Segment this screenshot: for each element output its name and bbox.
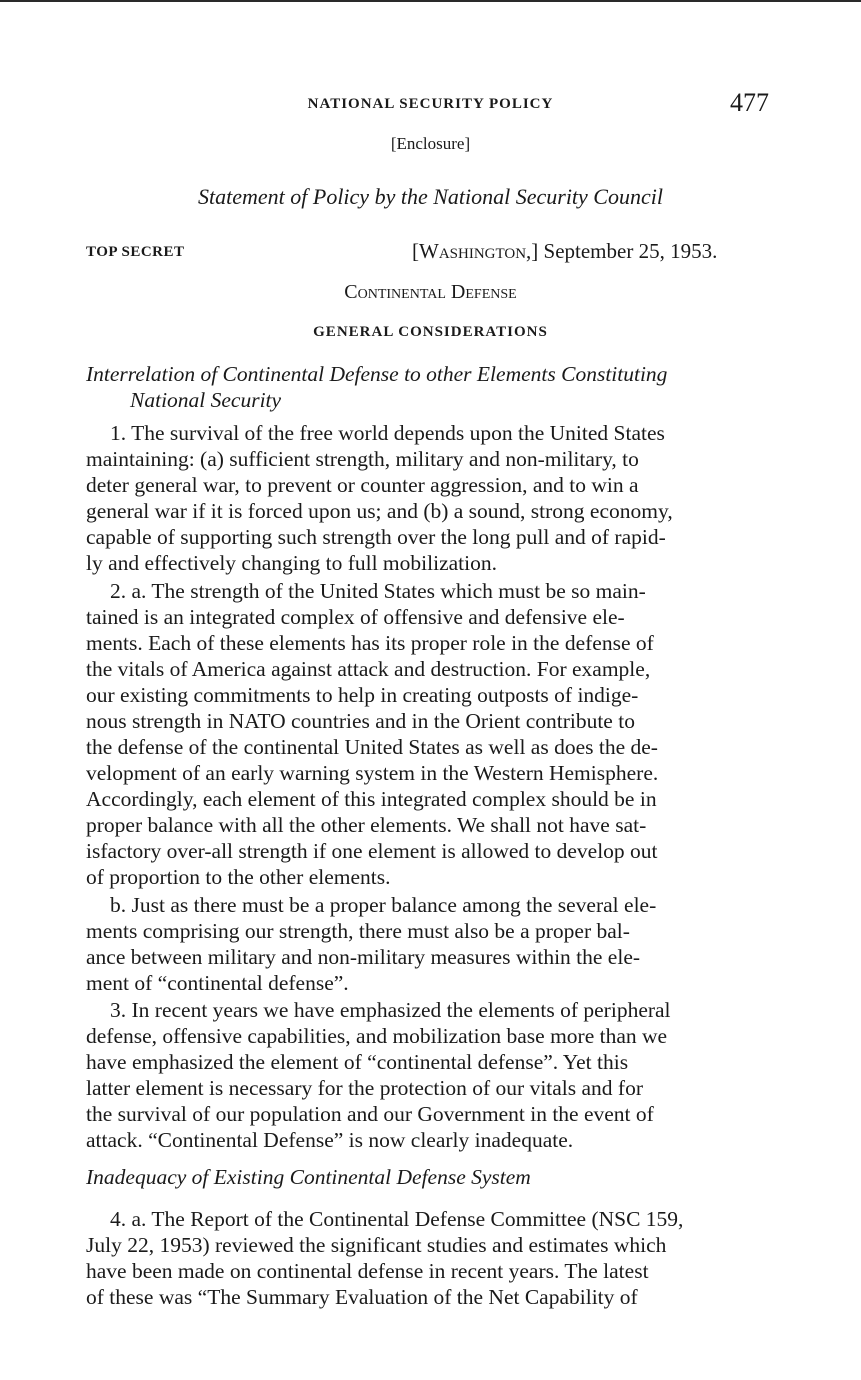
subheading-line: Inadequacy of Existing Continental Defense System: [86, 1165, 531, 1189]
text-line: our existing commitments to help in creating outposts of indige-: [86, 683, 639, 707]
text-line: b. Just as there must be a proper balance among the several ele-: [110, 893, 657, 917]
text-line: 3. In recent years we have emphasized the elements of peripheral: [110, 998, 671, 1022]
text-line: the vitals of America against attack and destruction. For example,: [86, 657, 651, 681]
dateline-place: [Washington,]: [412, 239, 539, 263]
text-line: of these was “The Summary Evaluation of the Net Capability of: [86, 1285, 638, 1309]
top-rule: [0, 0, 861, 2]
text-line: 2. a. The strength of the United States which must be so main-: [110, 579, 646, 603]
dateline: [412, 239, 717, 264]
text-line: ments. Each of these elements has its proper role in the defense of: [86, 631, 654, 655]
text-line: Accordingly, each element of this integrated complex should be in: [86, 787, 657, 811]
section-heading: GENERAL CONSIDERATIONS: [313, 324, 548, 340]
dateline-date: September 25, 1953.: [543, 239, 718, 263]
text-line: tained is an integrated complex of offensive and defensive ele-: [86, 605, 625, 629]
text-line: have emphasized the element of “continental defense”. Yet this: [86, 1050, 629, 1074]
text-line: July 22, 1953) reviewed the significant studies and estimates which: [86, 1233, 667, 1257]
statement-title: Statement of Policy by the National Security Council: [198, 184, 663, 209]
text-line: nous strength in NATO countries and in the Orient contribute to: [86, 709, 635, 733]
paragraph-body: [86, 997, 772, 1153]
text-line: 1. The survival of the free world depends upon the United States: [110, 421, 665, 445]
enclosure-label: [Enclosure]: [390, 134, 471, 153]
document-title: Continental Defense: [344, 281, 517, 303]
text-line: ment of “continental defense”.: [86, 971, 349, 995]
text-line: capable of supporting such strength over the long pull and of rapid-: [86, 525, 666, 549]
text-line: general war if it is forced upon us; and (b) a sound, strong economy,: [86, 499, 673, 523]
text-line: attack. “Continental Defense” is now clearly inadequate.: [86, 1128, 574, 1152]
text-line: defense, offensive capabilities, and mobilization base more than we: [86, 1024, 668, 1048]
text-line: velopment of an early warning system in the Western Hemisphere.: [86, 761, 659, 785]
text-line: the defense of the continental United States as well as does the de-: [86, 735, 658, 759]
text-line: ance between military and non-military measures within the ele-: [86, 945, 641, 969]
paragraph-body: [86, 420, 772, 576]
subheading-line: Interrelation of Continental Defense to other Elements Constituting: [86, 362, 668, 386]
paragraph-2a: [86, 578, 772, 890]
classification-marking: TOP SECRET: [86, 244, 185, 260]
running-title: NATIONAL SECURITY POLICY: [307, 96, 554, 112]
paragraph-4a: [86, 1206, 772, 1310]
text-line: of proportion to the other elements.: [86, 865, 391, 889]
text-line: proper balance with all the other elements. We shall not have sat-: [86, 813, 647, 837]
subheading-line: National Security: [130, 388, 282, 412]
text-line: the survival of our population and our Government in the event of: [86, 1102, 654, 1126]
text-line: ly and effectively changing to full mobilization.: [86, 551, 497, 575]
paragraph-2b: [86, 892, 772, 996]
text-line: isfactory over-all strength if one element is allowed to develop out: [86, 839, 658, 863]
text-line: 4. a. The Report of the Continental Defense Committee (NSC 159,: [110, 1207, 684, 1231]
paragraph-3: [86, 997, 772, 1153]
page-number: 477: [730, 88, 769, 117]
text-line: maintaining: (a) sufficient strength, military and non-military, to: [86, 447, 639, 471]
paragraph-1: [86, 420, 772, 576]
text-line: ments comprising our strength, there must also be a proper bal-: [86, 919, 630, 943]
paragraph-body: [86, 578, 772, 890]
paragraph-body: [86, 892, 772, 996]
text-line: have been made on continental defense in recent years. The latest: [86, 1259, 649, 1283]
paragraph-body: [86, 1206, 772, 1310]
text-line: deter general war, to prevent or counter aggression, and to win a: [86, 473, 639, 497]
subheading-inadequacy: [86, 1164, 772, 1190]
text-line: latter element is necessary for the protection of our vitals and for: [86, 1076, 644, 1100]
subheading-interrelation: [86, 361, 772, 413]
